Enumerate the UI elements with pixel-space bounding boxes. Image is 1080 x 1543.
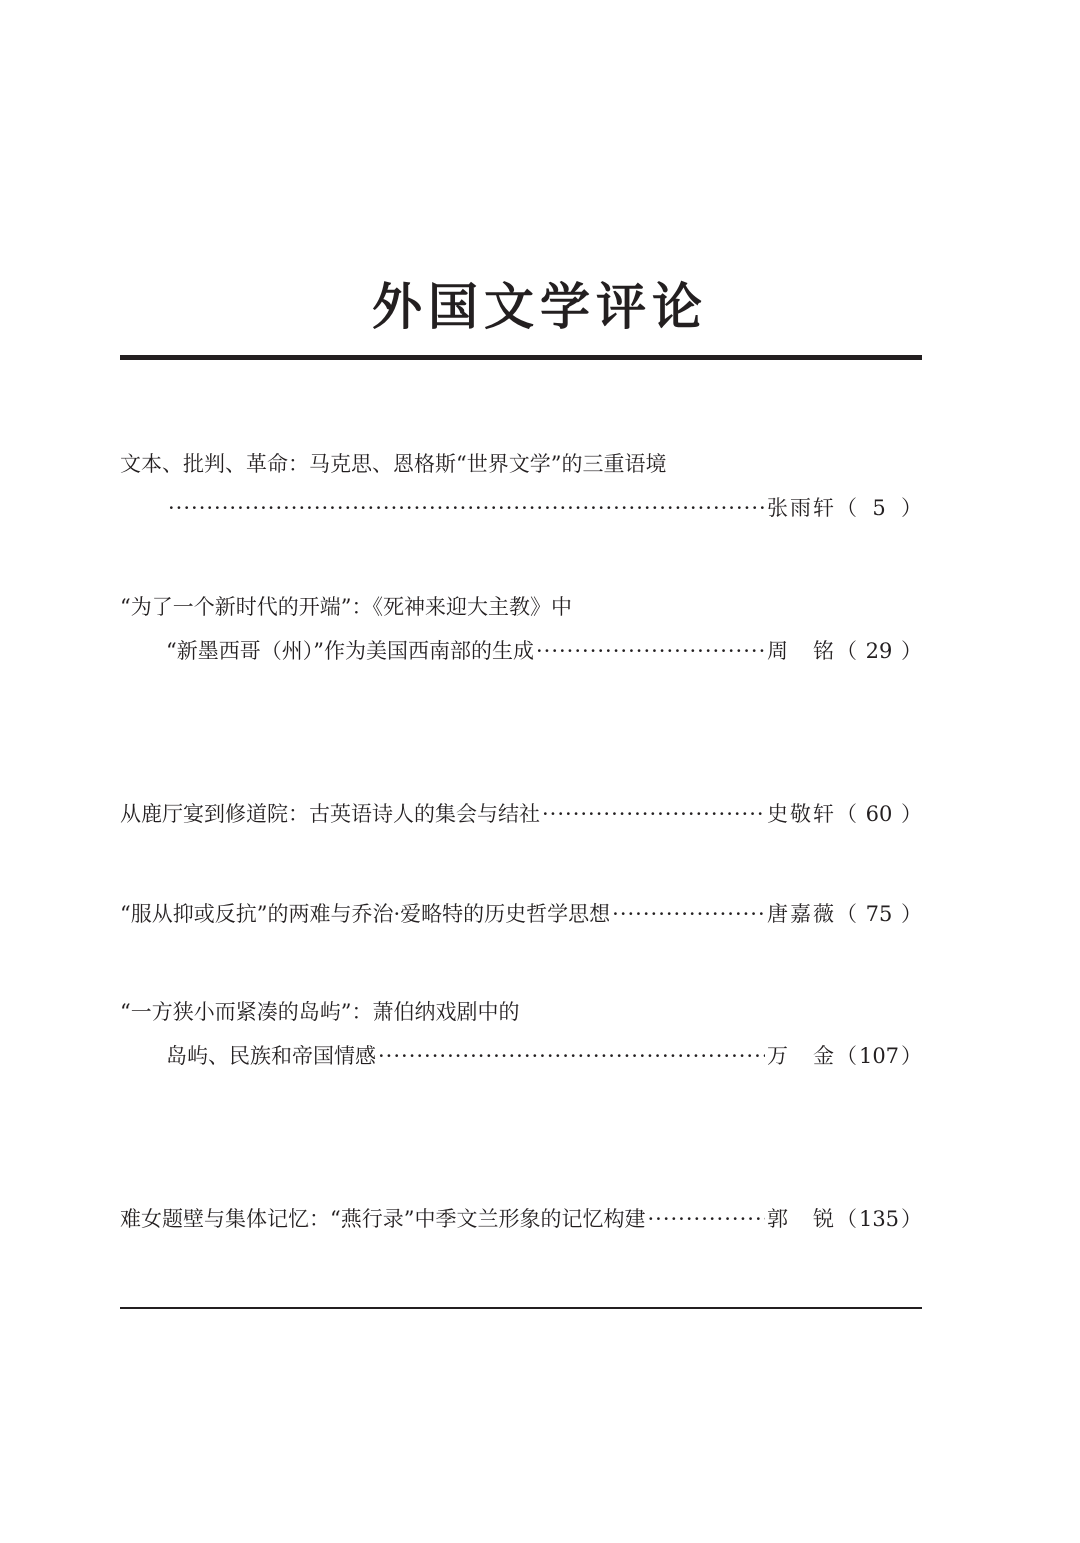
toc-entry-title-line	[120, 592, 922, 622]
toc-entry-page	[836, 1204, 922, 1234]
toc-entry-5[interactable]	[120, 997, 922, 1071]
toc-entry-author: 唐嘉薇	[767, 902, 836, 926]
toc-entry-title-line	[120, 997, 922, 1027]
leader-dots	[168, 493, 765, 523]
toc-entry-subtitle: “新墨西哥（州）”作为美国西南部的生成	[166, 639, 534, 663]
toc-entry-4[interactable]	[120, 899, 922, 929]
paren-open: （	[836, 496, 857, 520]
paren-close: ）	[901, 802, 922, 826]
paren-close: ）	[901, 1207, 922, 1231]
toc-entry-author-line	[120, 493, 922, 523]
toc-entry-page	[836, 493, 922, 523]
toc-entry-title: 难女题壁与集体记忆：“燕行录”中季文兰形象的记忆构建	[120, 1207, 646, 1231]
toc-entry-page	[836, 1041, 922, 1071]
paren-open: （	[836, 1207, 857, 1231]
paren-close: ）	[901, 496, 922, 520]
page-number: 135	[858, 1207, 900, 1231]
toc-entry-title-line	[120, 899, 922, 929]
paren-close: ）	[901, 1044, 922, 1068]
toc-entry-title: “一方狭小而紧凑的岛屿”：萧伯纳戏剧中的	[120, 1000, 520, 1024]
toc-entry-2[interactable]	[120, 592, 922, 666]
leader-dots	[378, 1041, 765, 1071]
paren-close: ）	[901, 639, 922, 663]
top-rule	[120, 355, 922, 360]
bottom-rule	[120, 1307, 922, 1309]
toc-entry-title-line	[120, 449, 922, 479]
page-number: 5	[872, 496, 886, 520]
toc-entry-title-line	[120, 799, 922, 829]
toc-entry-page	[836, 636, 922, 666]
toc-entry-3[interactable]	[120, 799, 922, 829]
toc-entry-title: “为了一个新时代的开端”：《死神来迎大主教》中	[120, 595, 572, 619]
toc-entry-1[interactable]	[120, 449, 922, 523]
toc-entry-title: 文本、批判、革命：马克思、恩格斯“世界文学”的三重语境	[120, 452, 667, 476]
toc-entry-page	[836, 899, 922, 929]
page-number: 107	[858, 1044, 900, 1068]
toc-entry-subtitle-line	[120, 636, 922, 666]
toc-entry-author: 万 金	[767, 1044, 836, 1068]
toc-entry-author: 郭 锐	[767, 1207, 836, 1231]
paren-open: （	[836, 639, 857, 663]
toc-entry-subtitle-line	[120, 1041, 922, 1071]
leader-dots	[536, 636, 765, 666]
toc-entry-title: 从鹿厅宴到修道院：古英语诗人的集会与结社	[120, 802, 540, 826]
toc-entry-title-line	[120, 1204, 922, 1234]
journal-title: 外国文学评论	[372, 278, 708, 336]
toc-entry-page	[836, 799, 922, 829]
paren-open: （	[836, 802, 857, 826]
paren-open: （	[836, 902, 857, 926]
toc-entry-title: “服从抑或反抗”的两难与乔治·爱略特的历史哲学思想	[120, 902, 611, 926]
toc-entry-6[interactable]	[120, 1204, 922, 1234]
page-number: 29	[865, 639, 893, 663]
paren-open: （	[836, 1044, 857, 1068]
leader-dots	[542, 799, 765, 829]
toc-entry-subtitle: 岛屿、民族和帝国情感	[166, 1044, 376, 1068]
leader-dots	[612, 899, 765, 929]
page-number: 60	[865, 802, 893, 826]
toc-entry-author: 张雨轩	[767, 496, 836, 520]
paren-close: ）	[901, 902, 922, 926]
toc-entry-author: 周 铭	[767, 639, 836, 663]
leader-dots	[647, 1204, 765, 1234]
toc-entry-author: 史敬轩	[767, 802, 836, 826]
page-number: 75	[865, 902, 893, 926]
